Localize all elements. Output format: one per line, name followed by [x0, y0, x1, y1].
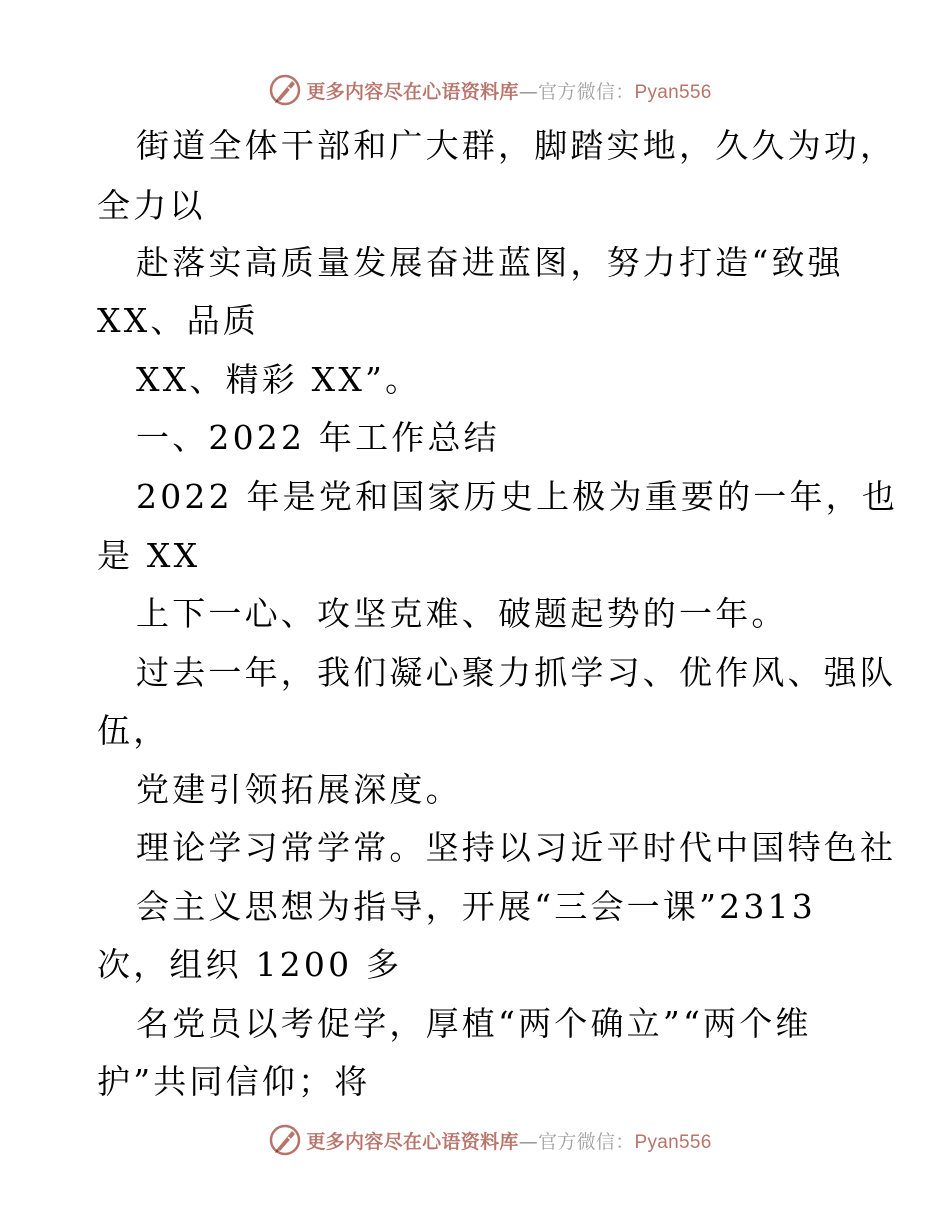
quill-pen-seal-icon: [268, 1123, 302, 1157]
promo-library-name: 更多内容尽在心语资料库: [306, 80, 519, 103]
header-banner: [0, 70, 950, 110]
promo-text: [306, 77, 711, 104]
paragraph-line: 过去一年，我们凝心聚力抓学习、优作风、强队: [136, 653, 897, 692]
paragraph-line: 街道全体干部和广大群，脚踏实地，久久为功，: [136, 126, 897, 165]
paragraph-line: 2022 年是党和国家历史上极为重要的一年，也: [136, 477, 899, 516]
promo-text: [306, 1127, 711, 1154]
wechat-id: Pyan556: [634, 1131, 712, 1153]
paragraph-line: 是 XX: [97, 536, 201, 575]
header-banner-content: [268, 73, 711, 107]
wechat-id: Pyan556: [634, 81, 712, 103]
quill-pen-seal-icon: [268, 73, 302, 107]
paragraph-line: 赴落实高质量发展奋进蓝图，努力打造“致强: [136, 243, 844, 282]
paragraph-line: 理论学习常学常。坚持以习近平时代中国特色社: [136, 828, 897, 867]
wechat-label: 官方微信：: [538, 80, 635, 103]
paragraph-line: 次，组织 1200 多: [97, 945, 403, 984]
footer-banner-content: [268, 1123, 711, 1157]
paragraph-line: XX、品质: [97, 301, 259, 340]
promo-separator: —: [518, 1130, 538, 1153]
paragraph-line: 名党员以考促学，厚植“两个确立”“两个维: [136, 1004, 812, 1043]
paragraph-line: 伍，: [97, 711, 170, 750]
paragraph-line: 党建引领拓展深度。: [136, 770, 462, 809]
wechat-label: 官方微信：: [538, 1130, 635, 1153]
paragraph-line: 护”共同信仰；将: [97, 1062, 371, 1101]
section-heading: 一、2022 年工作总结: [136, 418, 500, 457]
promo-separator: —: [518, 80, 538, 103]
paragraph-line: XX、精彩 XX”。: [136, 360, 422, 399]
paragraph-line: 全力以: [97, 186, 206, 225]
paragraph-line: 会主义思想为指导，开展“三会一课”2313: [136, 887, 816, 926]
promo-library-name: 更多内容尽在心语资料库: [306, 1130, 519, 1153]
paragraph-line: 上下一心、攻坚克难、破题起势的一年。: [136, 594, 788, 633]
footer-banner: [0, 1120, 950, 1160]
